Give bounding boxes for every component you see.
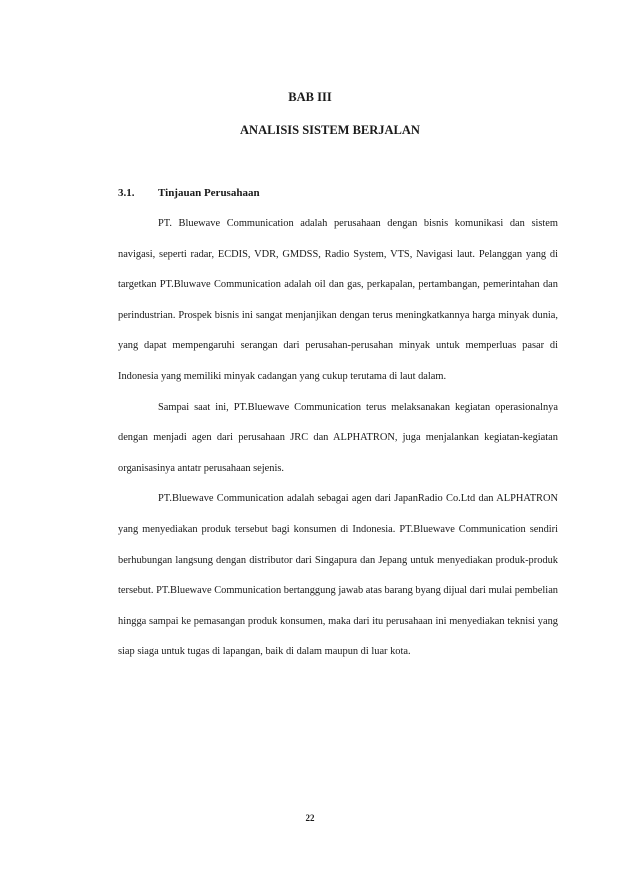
chapter-title: ANALISIS SISTEM BERJALAN (240, 123, 420, 137)
paragraph: PT.Bluewave Communication adalah sebagai agen dari JapanRadio Co.Ltd dan ALPHATRON yang menyediakan produk tersebut bagi konsumen di Indonesia. PT.Bluewave Communication sendiri berhubungan langsung dengan distributor dari Singapura dan Jepang untuk menyediakan produk-produk tersebut. PT.Bluewave Communication bertanggung jawab atas barang byang dijual dari mulai pembelian hingga sampai ke pemasangan produk konsumen, maka dari itu perusahaan ini menyediakan teknisi yang siap siaga untuk tugas di lapangan, baik di dalam maupun di luar kota. (118, 493, 558, 658)
paragraph: PT. Bluewave Communication adalah perusahaan dengan bisnis komunikasi dan sistem navigasi, seperti radar, ECDIS, VDR, GMDSS, Radio System, VTS, Navigasi laut. Pelanggan yang di targetkan PT.Bluwave Communication adalah oil dan gas, perkapalan, pertambangan, pemerintahan dan perindustrian. Prospek bisnis ini sangat menjanjikan dengan terus meningkatkannya harga minyak dunia, yang dapat mempengaruhi serangan dari perusahan-perusahan minyak untuk memperluas pasar di Indonesia yang memiliki minyak cadangan yang cukup terutama di laut dalam. (118, 218, 558, 382)
chapter-label: BAB III (288, 90, 332, 104)
section-title: Tinjauan Perusahaan (158, 187, 260, 199)
paragraph: Sampai saat ini, PT.Bluewave Communication terus melaksanakan kegiatan operasionalnya dengan menjadi agen dari perusahaan JRC dan ALPHATRON, juga menjalankan kegiatan-kegiatan organisasinya antatr perusahaan sejenis. (118, 401, 558, 474)
section-heading (118, 185, 260, 201)
page-number: 22 (305, 813, 315, 823)
body-text (118, 209, 558, 668)
section-number: 3.1. (118, 187, 135, 199)
